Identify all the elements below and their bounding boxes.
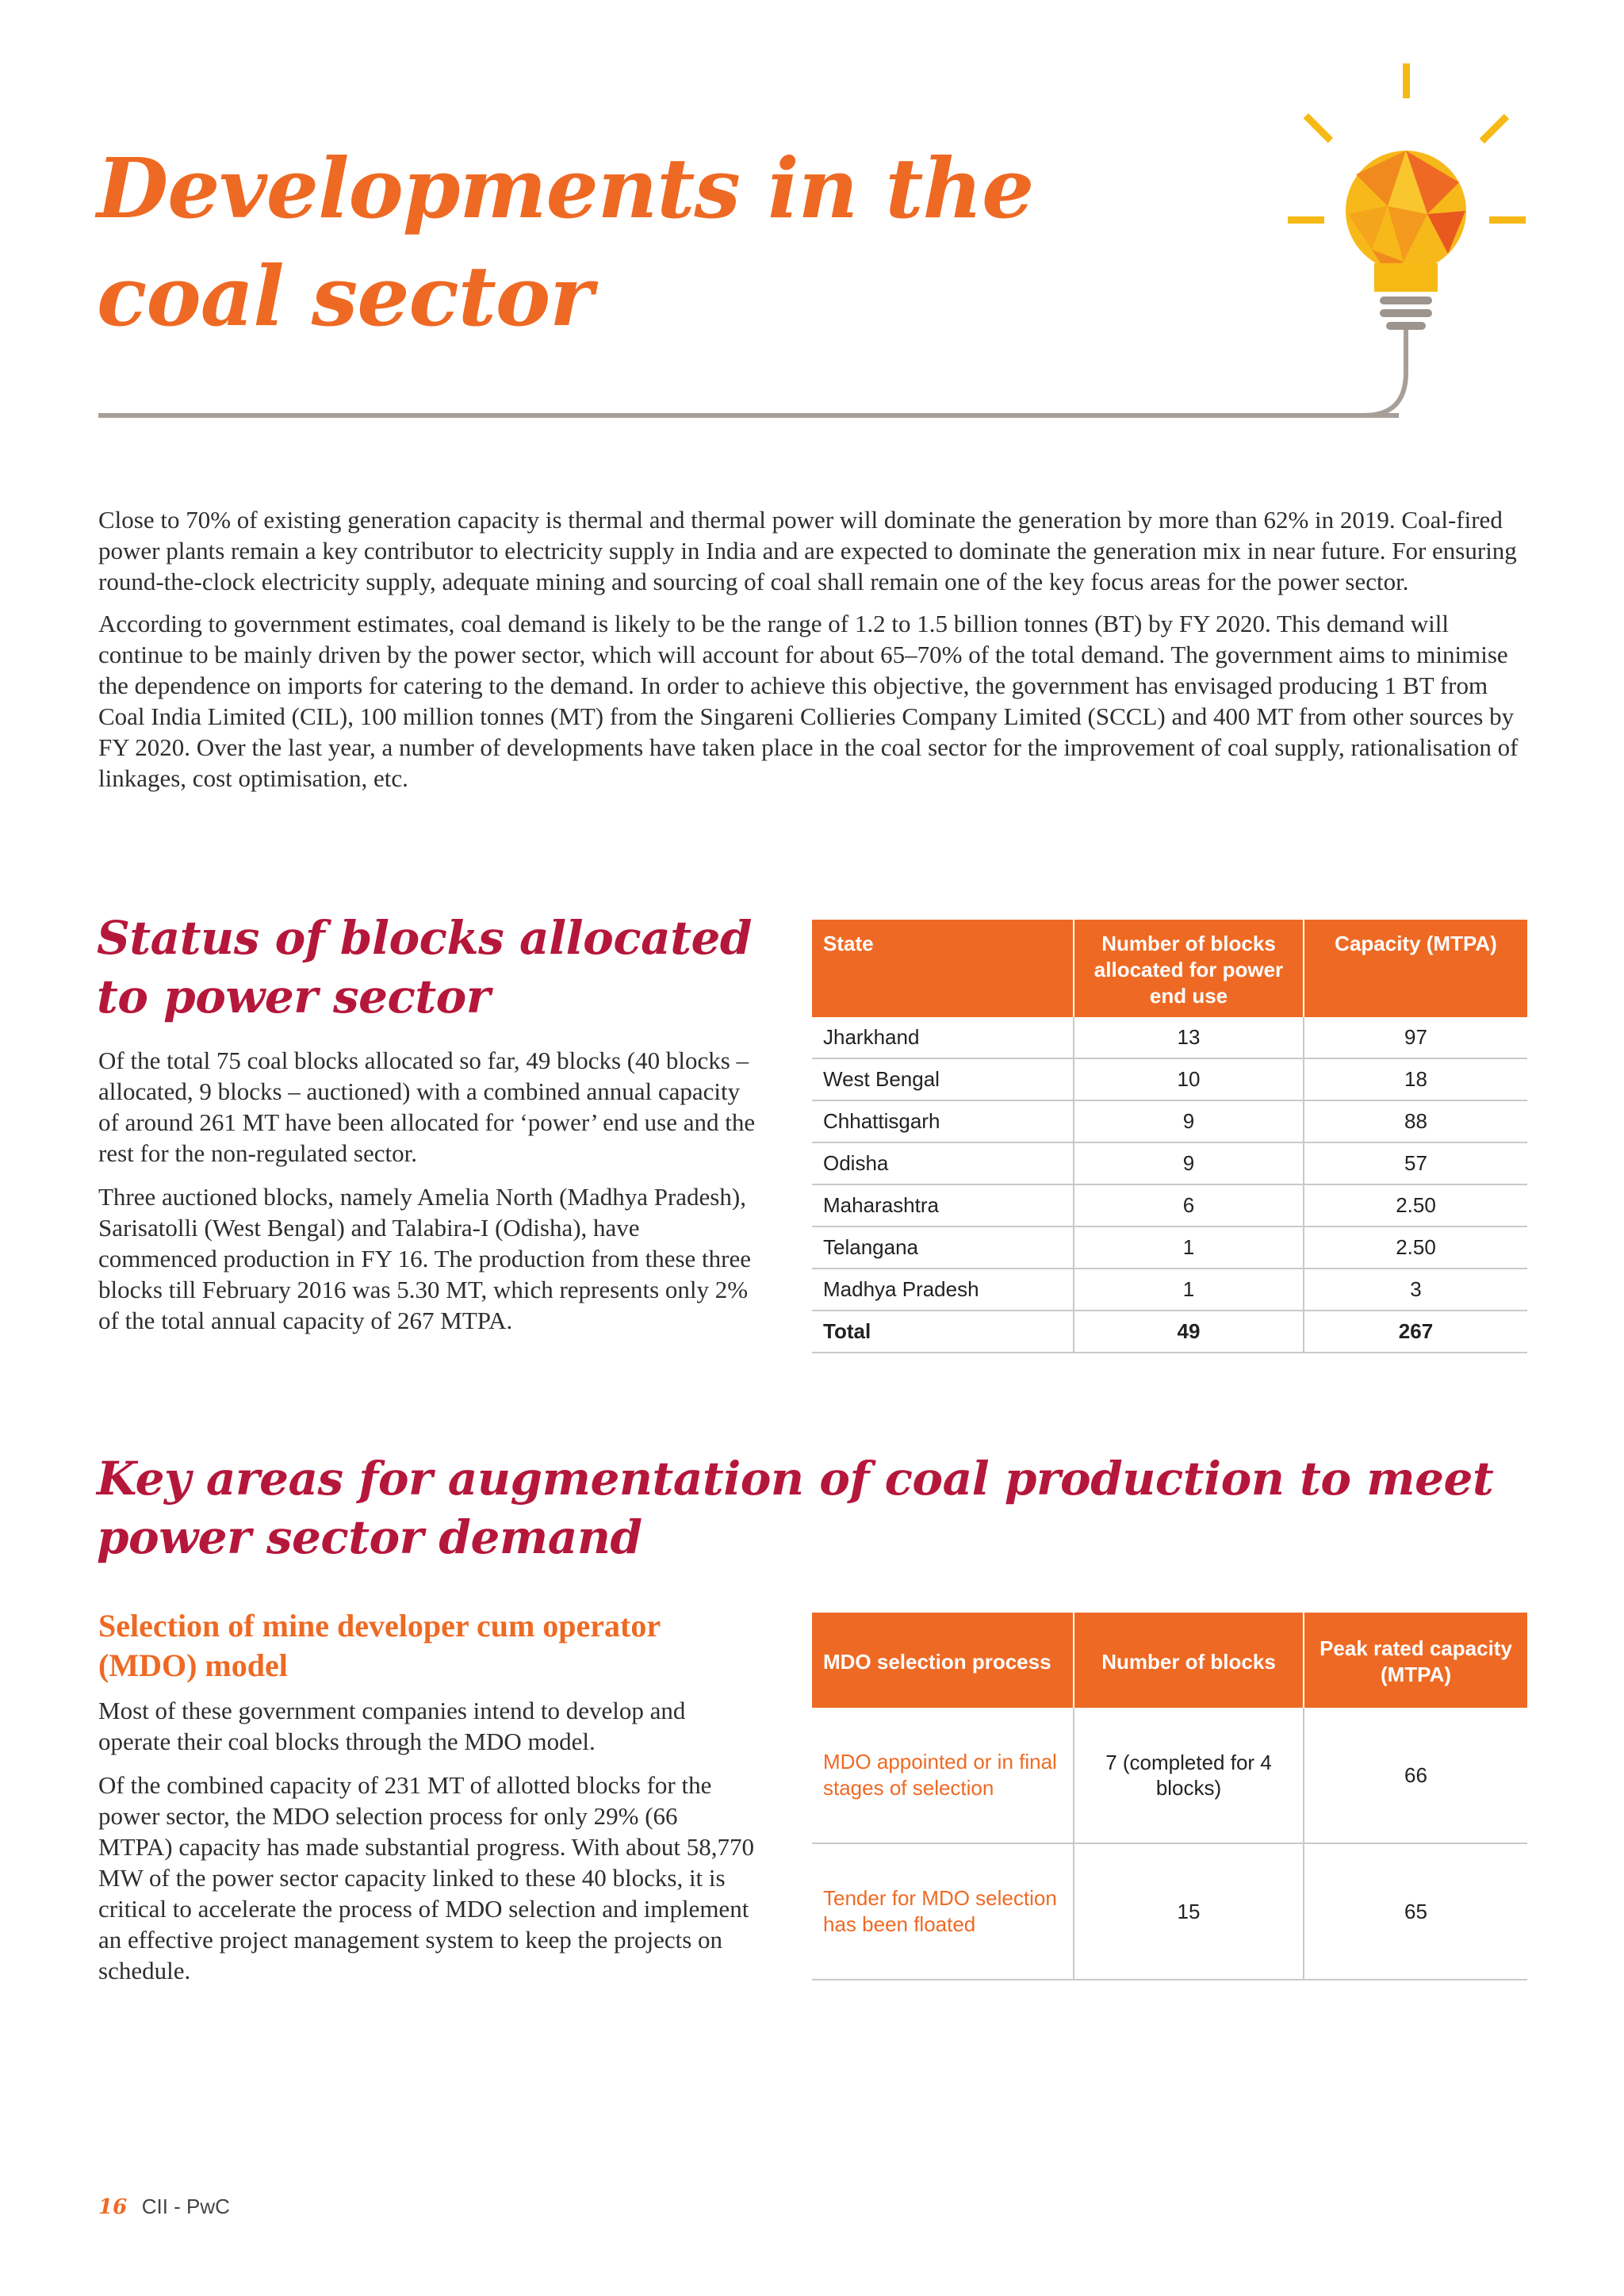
table-row [812, 1017, 1527, 1058]
blocks-cell: 9 [1074, 1100, 1304, 1142]
table-row [812, 1058, 1527, 1100]
capacity-cell: 57 [1304, 1142, 1527, 1184]
table-total-row [812, 1311, 1527, 1353]
mdo-paragraph-1: Most of these government companies intend to develop and operate their coal blocks through the MDO model. [98, 1697, 686, 1755]
blocks-cell: 9 [1074, 1142, 1304, 1184]
total-capacity-cell: 267 [1304, 1311, 1527, 1353]
page-title-line1: Developments in the [97, 140, 1034, 237]
blocks-cell: 1 [1074, 1226, 1304, 1269]
blocks-cell: 15 [1074, 1843, 1304, 1980]
page-title [97, 135, 1048, 350]
blocks-heading [97, 909, 795, 1026]
blocks-heading-line2: to power sector [97, 970, 490, 1024]
table-row [812, 1100, 1527, 1142]
state-cell: West Bengal [812, 1058, 1074, 1100]
capacity-cell: 65 [1304, 1843, 1527, 1980]
table-row [812, 1142, 1527, 1184]
page-title-line2: coal sector [97, 247, 593, 345]
total-blocks-cell: 49 [1074, 1311, 1304, 1353]
process-cell: MDO appointed or in final stages of selection [812, 1708, 1074, 1843]
capacity-cell: 97 [1304, 1017, 1527, 1058]
table-row [812, 1226, 1527, 1269]
divider-cord [98, 413, 1399, 418]
blocks-cell: 6 [1074, 1184, 1304, 1226]
table-header-row [812, 1613, 1527, 1708]
blocks-cell: 1 [1074, 1269, 1304, 1311]
blocks-paragraph-1: Of the total 75 coal blocks allocated so far, 49 blocks (40 blocks – allocated, 9 blocks – auctioned) with a combined annual capacity of around 261 MT have been allocated for ‘power’ end use and the rest for the non-regulated sector. [98, 1047, 756, 1167]
capacity-cell: 2.50 [1304, 1184, 1527, 1226]
mdo-table [812, 1613, 1527, 1980]
table-header-row [812, 920, 1527, 1017]
column-header: Number of blocks allocated for power end use [1074, 920, 1304, 1017]
mdo-subheading-line1: Selection of mine developer cum operator [98, 1608, 661, 1644]
blocks-cell: 10 [1074, 1058, 1304, 1100]
state-cell: Odisha [812, 1142, 1074, 1184]
state-cell: Chhattisgarh [812, 1100, 1074, 1142]
state-cell: Maharashtra [812, 1184, 1074, 1226]
blocks-body [98, 1045, 756, 1349]
capacity-cell: 18 [1304, 1058, 1527, 1100]
capacity-cell: 66 [1304, 1708, 1527, 1843]
footer-org: CII - PwC [141, 2195, 230, 2218]
state-cell: Telangana [812, 1226, 1074, 1269]
key-areas-heading-line1: Key areas for augmentation of coal production to meet [97, 1452, 1494, 1506]
table-row [812, 1184, 1527, 1226]
table-row [812, 1269, 1527, 1311]
total-label-cell: Total [812, 1311, 1074, 1353]
intro-paragraph-2: According to government estimates, coal demand is likely to be the range of 1.2 to 1.5 billion tonnes (BT) by FY 2020. This demand will continue to be mainly driven by the power sector, which will account for about 65–70% of the total demand. The government aims to minimise the dependence on imports for catering to the demand. In order to achieve this objective, the government has envisaged producing 1 BT from Coal India Limited (CIL), 100 million tonnes (MT) from the Singareni Collieries Company Limited (SCCL) and 400 MT from other sources by FY 2020. Over the last year, a number of developments have taken place in the coal sector for the improvement of coal supply, rationalisation of linkages, cost optimisation, etc. [98, 610, 1519, 792]
state-cell: Jharkhand [812, 1017, 1074, 1058]
column-header: Peak rated capacity (MTPA) [1304, 1613, 1527, 1708]
page-number: 16 [98, 2195, 128, 2219]
process-cell: Tender for MDO selection has been floated [812, 1843, 1074, 1980]
intro-paragraph-1: Close to 70% of existing generation capacity is thermal and thermal power will dominate the generation by more than 62% in 2019. Coal-fired power plants remain a key contributor to electricity supply in India and are expected to dominate the generation mix in near future. For ensuring round-the-clock electricity supply, adequate mining and sourcing of coal shall remain one of the key focus areas for the power sector. [98, 506, 1517, 595]
mdo-body [98, 1695, 756, 1999]
table-row [812, 1708, 1527, 1843]
mdo-subheading [98, 1606, 812, 1686]
blocks-heading-line1: Status of blocks allocated [97, 911, 752, 965]
page-footer [98, 2195, 230, 2219]
column-header: Number of blocks [1074, 1613, 1304, 1708]
capacity-cell: 2.50 [1304, 1226, 1527, 1269]
state-cell: Madhya Pradesh [812, 1269, 1074, 1311]
mdo-paragraph-2: Of the combined capacity of 231 MT of allotted blocks for the power sector, the MDO selection process for only 29% (66 MTPA) capacity has made substantial progress. With about 58,770 MW of the power sector capacity linked to these 40 blocks, it is critical to accelerate the process of MDO selection and implement an effective project management system to keep the projects on schedule. [98, 1771, 755, 1984]
key-areas-heading [97, 1449, 1540, 1567]
table-row [812, 1843, 1527, 1980]
column-header: State [812, 920, 1074, 1017]
column-header: Capacity (MTPA) [1304, 920, 1527, 1017]
capacity-cell: 3 [1304, 1269, 1527, 1311]
capacity-cell: 88 [1304, 1100, 1527, 1142]
lightbulb-icon [1269, 55, 1538, 428]
blocks-paragraph-2: Three auctioned blocks, namely Amelia North (Madhya Pradesh), Sarisatolli (West Bengal) and Talabira-I (Odisha), have commenced production in FY 16. The production from these three blocks till February 2016 was 5.30 MT, which represents only 2% of the total annual capacity of 267 MTPA. [98, 1183, 752, 1334]
key-areas-heading-line2: power sector demand [97, 1510, 642, 1564]
intro-text [98, 504, 1526, 805]
mdo-subheading-line2: (MDO) model [98, 1647, 288, 1683]
column-header: MDO selection process [812, 1613, 1074, 1708]
blocks-table [812, 920, 1527, 1353]
blocks-cell: 13 [1074, 1017, 1304, 1058]
blocks-cell: 7 (completed for 4 blocks) [1074, 1708, 1304, 1843]
